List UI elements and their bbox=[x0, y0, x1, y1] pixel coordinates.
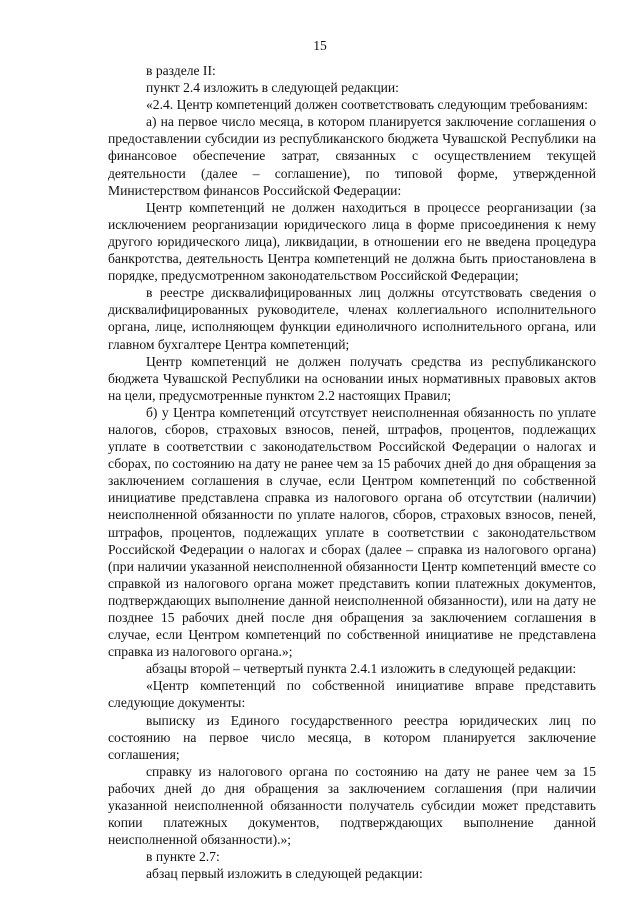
paragraph: в пункте 2.7: bbox=[146, 849, 220, 865]
page-number: 15 bbox=[313, 38, 327, 53]
paragraph: в разделе II: bbox=[146, 63, 216, 78]
paragraph: выписку из Единого государственного реестра юридических лиц по состоянию на первое число месяца, в котором планируется заключение соглашения; bbox=[108, 712, 596, 762]
paragraph: «2.4. Центр компетенций должен соответствовать следующим требованиям: bbox=[146, 97, 588, 113]
document-body bbox=[108, 62, 596, 883]
paragraph: абзацы второй – четвертый пункта 2.4.1 изложить в следующей редакции: bbox=[146, 661, 577, 677]
paragraph: справку из налогового органа по состоянию на дату не ранее чем за 15 рабочих дней до дня обращения за заключением соглашения (при наличии указанной неисполненной обязанности получатель субсидии может представить копии платежных документов, подтверждающих выполнение данной неисполненной обязанности).»; bbox=[108, 763, 596, 848]
paragraph: в реестре дисквалифицированных лиц должны отсутствовать сведения о дисквалифицированных руководителе, членах коллегиального исполнительного органа, лице, исполняющем функции единоличного исполнительного органа, или главном бухгалтере Центра компетенций; bbox=[108, 285, 596, 352]
paragraph: Центр компетенций не должен получать средства из республиканского бюджета Чувашской Республики на основании иных нормативных правовых актов на цели, предусмотренные пунктом 2.2 настоящих Правил; bbox=[108, 353, 596, 403]
paragraph: б) у Центра компетенций отсутствует неисполненная обязанность по уплате налогов, сборов, страховых взносов, пеней, штрафов, процентов, подлежащих уплате в соответствии с законодательством Российской Федерации о налогах и сборах, по состоянию на дату не ранее чем за 15 рабочих дней до дня обращения за заключением соглашения в случае, если Центром компетенций по собственной инициативе представлена справка из налогового органа об отсутствии (наличии) неисполненной обязанности по уплате налогов, сборов, страховых взносов, пеней, штрафов, процентов, подлежащих уплате в соответствии с законодательством Российской Федерации о налогах и сборах (далее – справка из налогового органа) (при наличии указанной неисполненной обязанности Центр компетенций вместе со справкой из налогового органа может представить копии платежных документов, подтверждающих выполнение данной неисполненной обязанности), или на дату не позднее 15 рабочих дней после дня обращения за заключением соглашения в случае, если Центром компетенций по собственной инициативе не представлена справка из налогового органа.»; bbox=[108, 404, 596, 660]
paragraph: «Центр компетенций по собственной инициативе вправе представить следующие документы: bbox=[108, 678, 596, 711]
paragraph: абзац первый изложить в следующей редакции: bbox=[146, 866, 423, 882]
paragraph: а) на первое число месяца, в котором планируется заключение соглашения о предоставлении субсидии из республиканского бюджета Чувашской Республики на финансовое обеспечение затрат, связанных с осуществлением текущей деятельности (далее – соглашение), по типовой форме, утвержденной Министерством финансов Российской Федерации: bbox=[108, 114, 596, 198]
paragraph: пункт 2.4 изложить в следующей редакции: bbox=[146, 80, 399, 96]
paragraph: Центр компетенций не должен находиться в процессе реорганизации (за исключением реорганизации юридического лица в форме присоединения к нему другого юридического лица), ликвидации, в отношении его не введена процедура банкротства, деятельность Центра компетенций не должна быть приостановлена в порядке, предусмотренном законодательством Российской Федерации; bbox=[108, 199, 596, 284]
